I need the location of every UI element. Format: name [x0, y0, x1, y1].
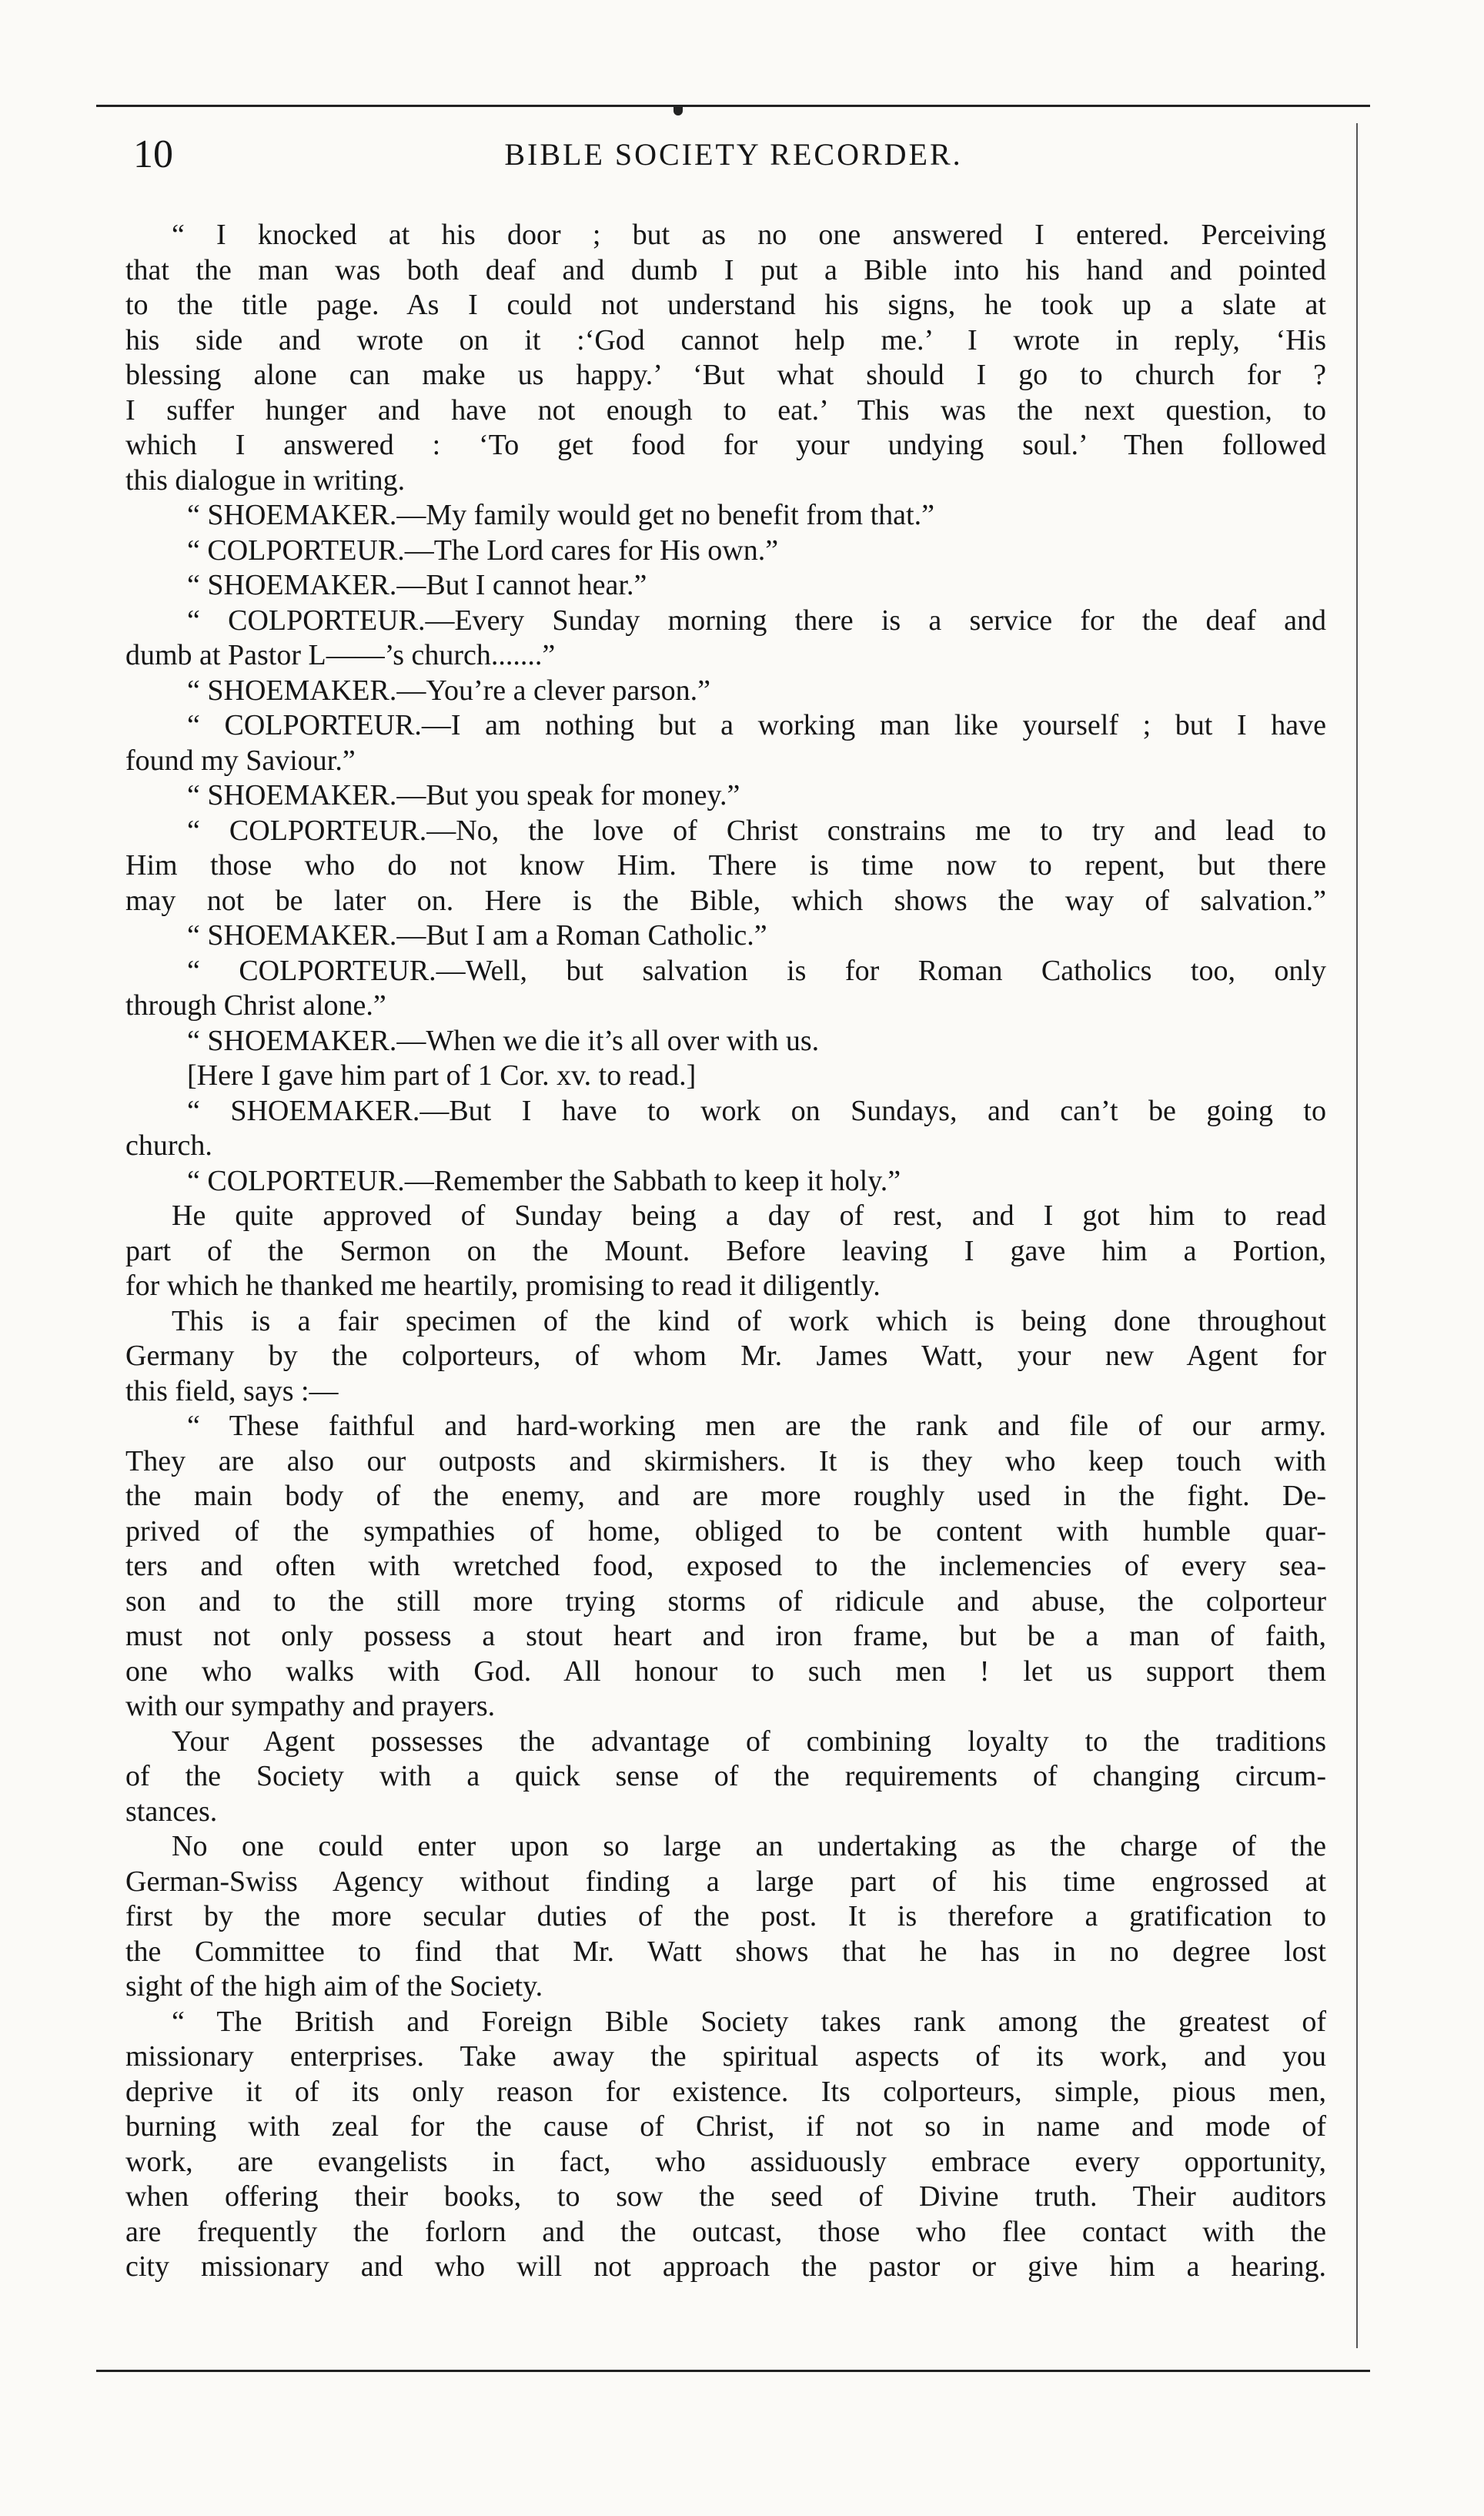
page-number: 10: [133, 132, 173, 176]
text-line: “ COLPORTEUR.—Remember the Sabbath to keep it holy.”: [187, 1164, 901, 1197]
text-line: found my Saviour.”: [125, 744, 356, 777]
text-line: the main body of the enemy, and are more roughly used in the fight. De-: [125, 1480, 1326, 1512]
text-line: when offering their books, to sow the seed of Divine truth. Their auditors: [125, 2180, 1326, 2213]
text-line: “ COLPORTEUR.—I am nothing but a working man like yourself ; but I have: [187, 709, 1326, 741]
text-line: “ SHOEMAKER.—But I cannot hear.”: [187, 569, 647, 601]
text-line: “ COLPORTEUR.—The Lord cares for His own.”: [187, 534, 779, 567]
text-line: prived of the sympathies of home, obliged to be content with humble quar-: [125, 1514, 1326, 1547]
text-line: the Committee to find that Mr. Watt shows that he has in no degree lost: [125, 1935, 1326, 1968]
text-line: Germany by the colporteurs, of whom Mr. James Watt, your new Agent for: [125, 1340, 1326, 1372]
text-line: this dialogue in writing.: [125, 463, 406, 497]
text-line: I suffer hunger and have not enough to eat.’ This was the next question, to: [125, 393, 1326, 427]
text-line: to the title page. As I could not understand his signs, he took up a slate at: [125, 289, 1326, 321]
top-ornament: [673, 105, 683, 115]
text-line: “ These faithful and hard-working men are the rank and file of our army.: [187, 1410, 1326, 1442]
text-line: “ COLPORTEUR.—Well, but salvation is for Roman Catholics too, only: [187, 954, 1326, 987]
right-margin-rule: [1356, 123, 1358, 2348]
text-line: son and to the still more trying storms of ridicule and abuse, the colporteur: [125, 1584, 1326, 1618]
text-line: German-Swiss Agency without finding a large part of his time engrossed at: [125, 1865, 1326, 1898]
text-line: “ SHOEMAKER.—You’re a clever parson.”: [187, 674, 710, 707]
text-line: for which he thanked me heartily, promising to read it diligently.: [125, 1270, 881, 1302]
text-line: “ SHOEMAKER.—But you speak for money.”: [187, 779, 740, 811]
text-line: missionary enterprises. Take away the spiritual aspects of its work, and you: [125, 2040, 1326, 2073]
text-line: “ The British and Foreign Bible Society takes rank among the greatest of: [172, 2005, 1326, 2038]
text-line: of the Society with a quick sense of the requirements of changing circum-: [125, 1760, 1326, 1792]
text-line: may not be later on. Here is the Bible, which shows the way of salvation.”: [125, 884, 1326, 917]
text-line: must not only possess a stout heart and iron frame, but be a man of faith,: [125, 1620, 1326, 1652]
text-line: stances.: [125, 1795, 218, 1828]
text-line: No one could enter upon so large an undertaking as the charge of the: [172, 1830, 1326, 1862]
text-line: Him those who do not know Him. There is time now to repent, but there: [125, 849, 1326, 882]
top-rule: [96, 105, 1370, 107]
text-line: ters and often with wretched food, exposed to the inclemencies of every sea-: [125, 1550, 1326, 1582]
text-line: first by the more secular duties of the post. It is therefore a gratification to: [125, 1900, 1326, 1932]
text-line: that the man was both deaf and dumb I put a Bible into his hand and pointed: [125, 253, 1326, 286]
text-line: “ SHOEMAKER.—But I have to work on Sundays, and can’t be going to: [187, 1094, 1326, 1127]
text-line: dumb at Pastor L——’s church.......”: [125, 639, 556, 671]
text-line: He quite approved of Sunday being a day of rest, and I got him to read: [172, 1199, 1326, 1232]
text-line: blessing alone can make us happy.’ ‘But what should I go to church for ?: [125, 359, 1326, 391]
text-line: his side and wrote on it :‘God cannot help me.’ I wrote in reply, ‘His: [125, 323, 1326, 356]
text-line: which I answered : ‘To get food for your undying soul.’ Then followed: [125, 429, 1326, 461]
text-line: sight of the high aim of the Society.: [125, 1970, 543, 2002]
text-line: “ COLPORTEUR.—No, the love of Christ constrains me to try and lead to: [187, 814, 1326, 847]
text-line: “ SHOEMAKER.—But I am a Roman Catholic.”: [187, 919, 767, 952]
text-line: “ SHOEMAKER.—When we die it’s all over with us.: [187, 1024, 820, 1057]
text-line: deprive it of its only reason for existence. Its colporteurs, simple, pious men,: [125, 2075, 1326, 2108]
text-line: are frequently the forlorn and the outcast, those who flee contact with the: [125, 2215, 1326, 2248]
text-line: They are also our outposts and skirmishers. It is they who keep touch with: [125, 1444, 1326, 1477]
text-line: [Here I gave him part of 1 Cor. xv. to read.]: [187, 1059, 697, 1092]
running-head: BIBLE SOCIETY RECORDER.: [504, 137, 963, 172]
text-line: Your Agent possesses the advantage of combining loyalty to the traditions: [172, 1725, 1326, 1758]
text-line: church.: [125, 1129, 212, 1162]
page-header: [125, 128, 1342, 182]
text-line: city missionary and who will not approach the pastor or give him a hearing.: [125, 2250, 1326, 2283]
bottom-rule: [96, 2370, 1370, 2372]
text-line: this field, says :—: [125, 1374, 339, 1407]
text-line: “ SHOEMAKER.—My family would get no benefit from that.”: [187, 499, 934, 531]
text-line: burning with zeal for the cause of Christ, if not so in name and mode of: [125, 2110, 1326, 2143]
text-line: one who walks with God. All honour to such men ! let us support them: [125, 1654, 1326, 1688]
text-line: “ I knocked at his door ; but as no one answered I entered. Perceiving: [172, 219, 1326, 251]
text-line: with our sympathy and prayers.: [125, 1690, 496, 1722]
text-line: work, are evangelists in fact, who assiduously embrace every opportunity,: [125, 2145, 1326, 2178]
text-line: “ COLPORTEUR.—Every Sunday morning there is a service for the deaf and: [187, 604, 1326, 637]
text-line: This is a fair specimen of the kind of work which is being done throughout: [172, 1304, 1326, 1337]
text-line: part of the Sermon on the Mount. Before leaving I gave him a Portion,: [125, 1234, 1326, 1267]
text-line: through Christ alone.”: [125, 989, 386, 1022]
body-text: [125, 218, 1326, 2285]
